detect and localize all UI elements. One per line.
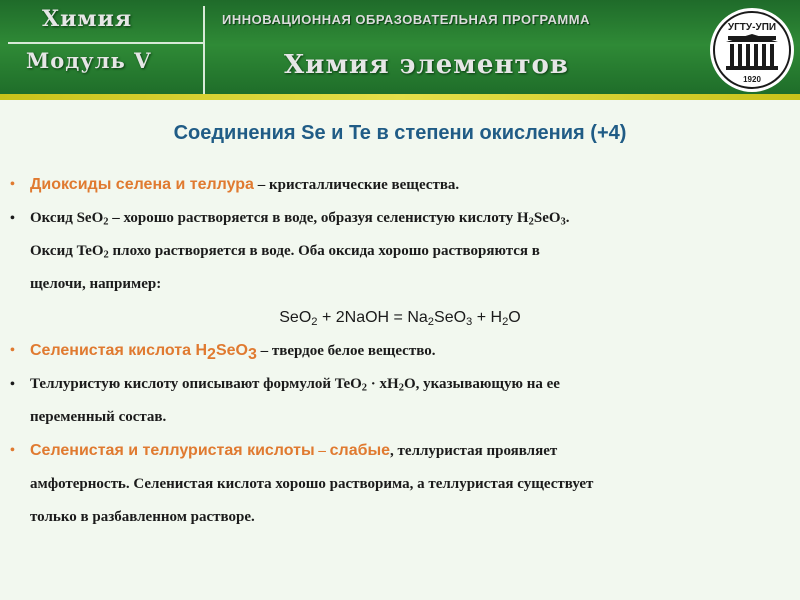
bullet-marker: • bbox=[10, 211, 15, 226]
reaction-equation bbox=[10, 301, 790, 334]
subscript: 2 bbox=[207, 346, 216, 363]
tellurous-line-2: переменный состав. bbox=[30, 409, 167, 425]
slide-content bbox=[10, 168, 790, 534]
weak-acids-line-2: амфотерность. Селенистая кислота хорошо растворима, а теллуристая существует bbox=[30, 476, 594, 492]
dioxides-text: – кристаллические вещества. bbox=[253, 177, 460, 193]
text-run: SeO bbox=[279, 309, 312, 326]
subscript: 3 bbox=[560, 216, 566, 228]
subscript: 2 bbox=[311, 315, 318, 328]
oxide-line-3: щелочи, например: bbox=[30, 276, 162, 292]
text-run: + 2NaOH = Na bbox=[317, 309, 428, 326]
course-title: Химия элементов bbox=[284, 50, 569, 80]
subscript: 3 bbox=[247, 346, 257, 363]
weak-acids-line-3: только в разбавленном растворе. bbox=[30, 509, 255, 525]
text-run: плохо растворяется в воде. Оба оксида хорошо растворяются в bbox=[108, 243, 540, 259]
text-run: · xH bbox=[367, 376, 399, 392]
weak-highlight: слабые bbox=[329, 442, 391, 459]
bullet-marker: • bbox=[10, 343, 15, 358]
subscript: 2 bbox=[103, 249, 109, 261]
text-run: . bbox=[565, 210, 570, 226]
bullet-selenous-acid bbox=[10, 334, 790, 368]
bullet-oxide-solubility bbox=[10, 202, 790, 235]
text-run: Теллуристую кислоту описывают формулой TeO bbox=[30, 376, 362, 392]
subscript: 2 bbox=[103, 216, 109, 228]
dioxides-highlight: Диоксиды селена и теллура bbox=[30, 176, 254, 193]
header-divider-vertical bbox=[203, 6, 205, 94]
text-run: O, указывающую на ее bbox=[403, 376, 560, 392]
text-run: SeO bbox=[434, 309, 467, 326]
text-run: O bbox=[508, 309, 521, 326]
text-run: Оксид SeO bbox=[30, 210, 104, 226]
subscript: 2 bbox=[398, 382, 404, 394]
subscript: 2 bbox=[502, 315, 509, 328]
header-banner bbox=[0, 0, 800, 100]
header-divider-horizontal bbox=[8, 42, 203, 44]
oxide-line-2 bbox=[10, 235, 790, 268]
bullet-marker: • bbox=[10, 177, 15, 192]
bullet-marker: • bbox=[10, 377, 15, 392]
logo-year: 1920 bbox=[743, 75, 761, 84]
subscript: 2 bbox=[427, 315, 435, 328]
weak-acids-highlight: Селенистая и теллуристая кислоты bbox=[30, 442, 315, 459]
text-run: SeO bbox=[215, 342, 248, 359]
program-label: ИННОВАЦИОННАЯ ОБРАЗОВАТЕЛЬНАЯ ПРОГРАММА bbox=[222, 12, 590, 27]
module-label: Модуль V bbox=[26, 48, 152, 73]
university-logo-icon bbox=[708, 6, 796, 94]
subject-title: Химия bbox=[42, 6, 133, 32]
text-run: Оксид TeO bbox=[30, 243, 104, 259]
bullet-marker: • bbox=[10, 443, 15, 458]
subscript: 2 bbox=[528, 216, 534, 228]
logo-text: УГТУ-УПИ bbox=[727, 22, 777, 33]
subscript: 2 bbox=[361, 382, 368, 394]
text-run: + H bbox=[472, 309, 503, 326]
text-run: , теллуристая проявляет bbox=[390, 443, 558, 459]
bullet-tellurous-acid bbox=[10, 368, 790, 401]
accent-bar bbox=[0, 94, 800, 100]
bullet-weak-acids bbox=[10, 434, 790, 468]
text-run: SeO bbox=[533, 210, 561, 226]
selenous-acid-text: – твердое белое вещество. bbox=[256, 343, 436, 359]
bullet-dioxides bbox=[10, 168, 790, 202]
text-run: – bbox=[314, 443, 330, 459]
slide-title: Соединения Se и Te в степени окисления (+4) bbox=[173, 122, 627, 144]
subscript: 3 bbox=[466, 315, 473, 328]
selenous-acid-highlight: Селенистая кислота H bbox=[30, 342, 208, 359]
text-run: – хорошо растворяется в воде, образуя селенистую кислоту H bbox=[108, 210, 529, 226]
